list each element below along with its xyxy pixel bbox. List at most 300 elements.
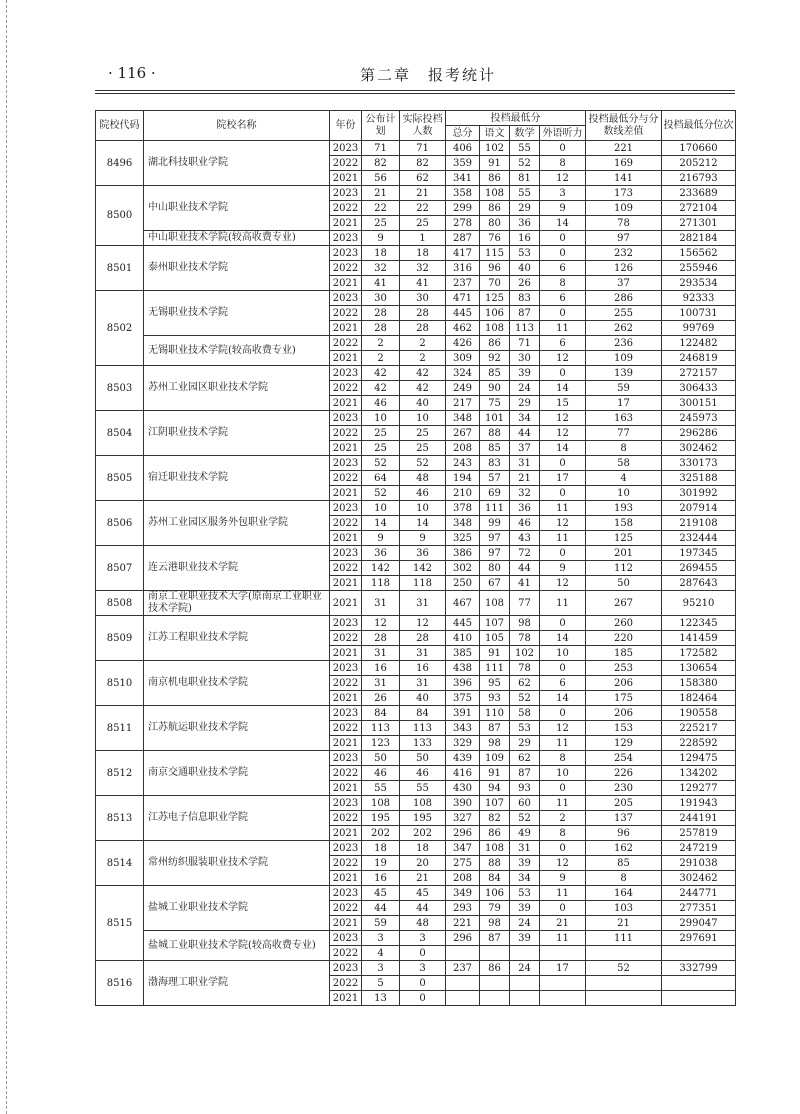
cell-rank [662, 976, 736, 991]
cell-math: 58 [510, 706, 540, 721]
cell-year: 2023 [330, 961, 362, 976]
cell-rank: 244191 [662, 811, 736, 826]
cell-rank: 207914 [662, 501, 736, 516]
cell-foreign: 8 [540, 276, 586, 291]
cell-year: 2023 [330, 751, 362, 766]
cell-plan: 36 [362, 546, 400, 561]
cell-foreign [540, 976, 586, 991]
cell-plan: 64 [362, 471, 400, 486]
cell-actual: 71 [400, 141, 446, 156]
cell-total: 341 [446, 171, 480, 186]
cell-total: 267 [446, 426, 480, 441]
cell-rank: 99769 [662, 321, 736, 336]
cell-actual: 9 [400, 531, 446, 546]
cell-total: 275 [446, 856, 480, 871]
cell-rank: 302462 [662, 441, 736, 456]
cell-total: 406 [446, 141, 480, 156]
cell-year: 2022 [330, 201, 362, 216]
cell-foreign: 21 [540, 916, 586, 931]
cell-foreign: 14 [540, 441, 586, 456]
table-row [96, 336, 736, 351]
cell-total: 278 [446, 216, 480, 231]
cell-chinese: 86 [480, 171, 510, 186]
cell-actual: 113 [400, 721, 446, 736]
cell-foreign: 9 [540, 201, 586, 216]
cell-diff: 260 [586, 616, 662, 631]
cell-diff: 220 [586, 631, 662, 646]
cell-chinese [480, 946, 510, 961]
cell-rank: 122345 [662, 616, 736, 631]
cell-chinese: 115 [480, 246, 510, 261]
cell-plan: 52 [362, 486, 400, 501]
school-name: 无锡职业技术学院(较高收费专业) [144, 336, 330, 366]
cell-total: 194 [446, 471, 480, 486]
cell-chinese: 91 [480, 766, 510, 781]
cell-year: 2021 [330, 441, 362, 456]
cell-chinese: 76 [480, 231, 510, 246]
cell-math: 62 [510, 676, 540, 691]
cell-chinese: 109 [480, 751, 510, 766]
cell-math [510, 976, 540, 991]
header-year: 年份 [330, 111, 362, 141]
cell-foreign: 11 [540, 886, 586, 901]
cell-diff: 153 [586, 721, 662, 736]
school-name: 渤海理工职业学院 [144, 961, 330, 1006]
cell-total: 327 [446, 811, 480, 826]
cell-total: 348 [446, 516, 480, 531]
cell-total: 296 [446, 931, 480, 946]
cell-diff [586, 946, 662, 961]
cell-rank: 247219 [662, 841, 736, 856]
cell-diff: 112 [586, 561, 662, 576]
cell-plan: 25 [362, 216, 400, 231]
cell-chinese: 107 [480, 616, 510, 631]
cell-foreign: 8 [540, 156, 586, 171]
cell-foreign: 12 [540, 171, 586, 186]
cell-total: 445 [446, 616, 480, 631]
cell-rank: 228592 [662, 736, 736, 751]
cell-diff: 253 [586, 661, 662, 676]
cell-math: 26 [510, 276, 540, 291]
cell-rank: 330173 [662, 456, 736, 471]
cell-chinese [480, 976, 510, 991]
cell-chinese: 99 [480, 516, 510, 531]
cell-diff: 236 [586, 336, 662, 351]
cell-diff: 221 [586, 141, 662, 156]
cell-total: 249 [446, 381, 480, 396]
cell-math: 72 [510, 546, 540, 561]
cell-foreign: 6 [540, 261, 586, 276]
cell-year: 2022 [330, 631, 362, 646]
school-name: 盐城工业职业技术学院 [144, 886, 330, 931]
cell-math: 32 [510, 486, 540, 501]
cell-plan: 18 [362, 246, 400, 261]
cell-chinese: 80 [480, 561, 510, 576]
cell-actual: 1 [400, 231, 446, 246]
table-row [96, 246, 736, 261]
cell-rank: 271301 [662, 216, 736, 231]
cell-plan: 10 [362, 501, 400, 516]
cell-total: 309 [446, 351, 480, 366]
school-code: 8516 [96, 961, 144, 1006]
cell-actual: 31 [400, 591, 446, 616]
cell-plan: 18 [362, 841, 400, 856]
cell-foreign: 6 [540, 676, 586, 691]
cell-rank: 197345 [662, 546, 736, 561]
cell-chinese: 95 [480, 676, 510, 691]
cell-actual: 32 [400, 261, 446, 276]
cell-year: 2022 [330, 261, 362, 276]
cell-rank: 141459 [662, 631, 736, 646]
cell-chinese [480, 991, 510, 1006]
cell-plan: 19 [362, 856, 400, 871]
cell-chinese: 86 [480, 961, 510, 976]
cell-diff: 255 [586, 306, 662, 321]
cell-math: 52 [510, 811, 540, 826]
cell-chinese: 94 [480, 781, 510, 796]
cell-actual: 22 [400, 201, 446, 216]
cell-year: 2023 [330, 231, 362, 246]
cell-year: 2022 [330, 426, 362, 441]
cell-total: 348 [446, 411, 480, 426]
cell-rank: 205212 [662, 156, 736, 171]
school-code: 8501 [96, 246, 144, 291]
cell-diff: 126 [586, 261, 662, 276]
cell-total: 467 [446, 591, 480, 616]
cell-chinese: 98 [480, 736, 510, 751]
cell-total: 438 [446, 661, 480, 676]
cell-year: 2023 [330, 886, 362, 901]
cell-actual: 42 [400, 381, 446, 396]
cell-chinese: 88 [480, 426, 510, 441]
cell-diff: 267 [586, 591, 662, 616]
cell-rank: 172582 [662, 646, 736, 661]
cell-rank: 287643 [662, 576, 736, 591]
cell-plan: 30 [362, 291, 400, 306]
cell-actual: 21 [400, 186, 446, 201]
school-name: 江阴职业技术学院 [144, 411, 330, 456]
cell-total: 430 [446, 781, 480, 796]
cell-rank: 269455 [662, 561, 736, 576]
cell-plan: 46 [362, 766, 400, 781]
cell-total: 243 [446, 456, 480, 471]
cell-math: 93 [510, 781, 540, 796]
cell-foreign: 0 [540, 706, 586, 721]
cell-math: 34 [510, 411, 540, 426]
cell-total: 417 [446, 246, 480, 261]
school-code: 8500 [96, 186, 144, 246]
school-code: 8509 [96, 616, 144, 661]
cell-foreign: 12 [540, 426, 586, 441]
table-row [96, 591, 736, 616]
cell-year: 2023 [330, 661, 362, 676]
cell-rank [662, 946, 736, 961]
cell-diff [586, 991, 662, 1006]
chapter-title: 第二章 报考统计 [360, 66, 497, 84]
cell-math: 31 [510, 841, 540, 856]
cell-chinese: 86 [480, 201, 510, 216]
cell-actual: 48 [400, 916, 446, 931]
header-actual: 实际投档人数 [400, 111, 446, 141]
cell-total: 359 [446, 156, 480, 171]
cell-math: 16 [510, 231, 540, 246]
cell-diff: 205 [586, 796, 662, 811]
cell-chinese: 108 [480, 841, 510, 856]
table-row [96, 141, 736, 156]
cell-actual: 202 [400, 826, 446, 841]
cell-rank: 299047 [662, 916, 736, 931]
cell-actual: 16 [400, 661, 446, 676]
cell-plan: 3 [362, 931, 400, 946]
cell-diff: 103 [586, 901, 662, 916]
cell-rank: 122482 [662, 336, 736, 351]
cell-year: 2022 [330, 561, 362, 576]
cell-diff: 141 [586, 171, 662, 186]
cell-year: 2021 [330, 171, 362, 186]
cell-diff: 286 [586, 291, 662, 306]
cell-plan: 55 [362, 781, 400, 796]
cell-total: 462 [446, 321, 480, 336]
cell-actual: 2 [400, 336, 446, 351]
cell-year: 2023 [330, 501, 362, 516]
cell-plan: 42 [362, 381, 400, 396]
cell-math: 78 [510, 631, 540, 646]
cell-math: 39 [510, 366, 540, 381]
cell-chinese: 75 [480, 396, 510, 411]
cell-foreign: 0 [540, 901, 586, 916]
school-name: 苏州工业园区服务外包职业学院 [144, 501, 330, 546]
header-total: 总分 [446, 126, 480, 141]
cell-year: 2022 [330, 381, 362, 396]
cell-total: 385 [446, 646, 480, 661]
cell-chinese: 111 [480, 661, 510, 676]
cell-total: 325 [446, 531, 480, 546]
cell-math: 87 [510, 306, 540, 321]
cell-chinese: 111 [480, 501, 510, 516]
cell-diff: 162 [586, 841, 662, 856]
cell-foreign: 10 [540, 646, 586, 661]
cell-diff: 85 [586, 856, 662, 871]
cell-diff: 129 [586, 736, 662, 751]
school-code: 8503 [96, 366, 144, 411]
cell-actual: 46 [400, 766, 446, 781]
cell-rank: 302462 [662, 871, 736, 886]
cell-year: 2021 [330, 916, 362, 931]
cell-rank: 291038 [662, 856, 736, 871]
header-min-score: 投档最低分 [446, 111, 586, 126]
school-name: 连云港职业技术学院 [144, 546, 330, 591]
admission-stats-table [95, 110, 736, 1006]
page-number: · 116 · [108, 64, 156, 82]
cell-rank: 232444 [662, 531, 736, 546]
cell-chinese: 125 [480, 291, 510, 306]
cell-year: 2022 [330, 306, 362, 321]
cell-chinese: 91 [480, 156, 510, 171]
cell-actual: 18 [400, 841, 446, 856]
cell-diff: 206 [586, 676, 662, 691]
cell-year: 2023 [330, 411, 362, 426]
cell-year: 2022 [330, 156, 362, 171]
cell-foreign: 15 [540, 396, 586, 411]
cell-total: 416 [446, 766, 480, 781]
cell-rank: 129277 [662, 781, 736, 796]
cell-plan: 202 [362, 826, 400, 841]
cell-year: 2021 [330, 396, 362, 411]
school-name: 江苏电子信息职业学院 [144, 796, 330, 841]
cell-chinese: 70 [480, 276, 510, 291]
cell-plan: 5 [362, 976, 400, 991]
school-name: 常州纺织服装职业技术学院 [144, 841, 330, 886]
cell-rank: 245973 [662, 411, 736, 426]
cell-total: 375 [446, 691, 480, 706]
cell-math: 39 [510, 931, 540, 946]
cell-rank: 296286 [662, 426, 736, 441]
cell-math: 52 [510, 156, 540, 171]
table-row [96, 706, 736, 721]
school-code: 8504 [96, 411, 144, 456]
table-row [96, 616, 736, 631]
header-diff: 投档最低分与分数线差值 [586, 111, 662, 141]
cell-diff: 21 [586, 916, 662, 931]
header-math: 数学 [510, 126, 540, 141]
cell-total [446, 946, 480, 961]
cell-math: 55 [510, 186, 540, 201]
cell-diff: 232 [586, 246, 662, 261]
cell-math: 29 [510, 736, 540, 751]
cell-chinese: 107 [480, 796, 510, 811]
cell-actual: 55 [400, 781, 446, 796]
cell-foreign: 6 [540, 336, 586, 351]
cell-chinese: 97 [480, 546, 510, 561]
school-code: 8508 [96, 591, 144, 616]
cell-actual: 10 [400, 411, 446, 426]
cell-foreign: 12 [540, 721, 586, 736]
cell-diff: 230 [586, 781, 662, 796]
cell-plan: 44 [362, 901, 400, 916]
table-row [96, 661, 736, 676]
cell-total: 221 [446, 916, 480, 931]
cell-plan: 123 [362, 736, 400, 751]
cell-actual: 10 [400, 501, 446, 516]
school-code: 8510 [96, 661, 144, 706]
cell-plan: 195 [362, 811, 400, 826]
cell-plan: 142 [362, 561, 400, 576]
cell-year: 2023 [330, 366, 362, 381]
cell-actual: 118 [400, 576, 446, 591]
cell-foreign: 0 [540, 616, 586, 631]
cell-rank: 182464 [662, 691, 736, 706]
cell-foreign: 8 [540, 826, 586, 841]
cell-foreign: 0 [540, 841, 586, 856]
table-row [96, 796, 736, 811]
school-name: 南京工业职业技术大学(原南京工业职业技术学院) [144, 591, 330, 616]
school-name: 泰州职业技术学院 [144, 246, 330, 291]
cell-foreign: 0 [540, 306, 586, 321]
cell-actual: 82 [400, 156, 446, 171]
table-row [96, 291, 736, 306]
cell-math: 102 [510, 646, 540, 661]
cell-math: 44 [510, 561, 540, 576]
cell-math: 30 [510, 351, 540, 366]
header-chinese: 语文 [480, 126, 510, 141]
school-code: 8511 [96, 706, 144, 751]
cell-total: 287 [446, 231, 480, 246]
cell-diff: 185 [586, 646, 662, 661]
cell-diff: 17 [586, 396, 662, 411]
cell-rank: 272157 [662, 366, 736, 381]
cell-foreign: 8 [540, 751, 586, 766]
cell-actual: 31 [400, 646, 446, 661]
cell-rank: 130654 [662, 661, 736, 676]
cell-actual: 2 [400, 351, 446, 366]
cell-rank: 190558 [662, 706, 736, 721]
table-row [96, 886, 736, 901]
cell-diff: 206 [586, 706, 662, 721]
cell-chinese: 98 [480, 916, 510, 931]
cell-foreign: 11 [540, 531, 586, 546]
cell-plan: 31 [362, 676, 400, 691]
cell-total: 299 [446, 201, 480, 216]
cell-chinese: 93 [480, 691, 510, 706]
cell-foreign: 11 [540, 931, 586, 946]
school-name: 苏州工业园区职业技术学院 [144, 366, 330, 411]
cell-math: 53 [510, 246, 540, 261]
cell-plan: 31 [362, 646, 400, 661]
school-code: 8502 [96, 291, 144, 366]
cell-foreign: 0 [540, 546, 586, 561]
cell-plan: 2 [362, 351, 400, 366]
cell-chinese: 86 [480, 336, 510, 351]
cell-plan: 25 [362, 426, 400, 441]
cell-chinese: 105 [480, 631, 510, 646]
cell-total: 396 [446, 676, 480, 691]
cell-foreign: 17 [540, 961, 586, 976]
cell-math: 31 [510, 456, 540, 471]
cell-chinese: 85 [480, 441, 510, 456]
cell-plan: 16 [362, 661, 400, 676]
cell-total: 250 [446, 576, 480, 591]
cell-rank: 297691 [662, 931, 736, 946]
cell-foreign: 12 [540, 856, 586, 871]
cell-math: 29 [510, 201, 540, 216]
cell-actual: 50 [400, 751, 446, 766]
cell-year: 2021 [330, 486, 362, 501]
cell-foreign: 11 [540, 501, 586, 516]
cell-plan: 28 [362, 321, 400, 336]
cell-math: 83 [510, 291, 540, 306]
cell-diff: 97 [586, 231, 662, 246]
cell-year: 2023 [330, 706, 362, 721]
cell-foreign: 9 [540, 561, 586, 576]
cell-actual: 28 [400, 321, 446, 336]
cell-total: 349 [446, 886, 480, 901]
school-name: 江苏工程职业技术学院 [144, 616, 330, 661]
cell-actual: 25 [400, 426, 446, 441]
cell-math: 77 [510, 591, 540, 616]
cell-chinese: 101 [480, 411, 510, 426]
cell-year: 2023 [330, 841, 362, 856]
cell-math: 24 [510, 381, 540, 396]
cell-math: 36 [510, 501, 540, 516]
cell-plan: 46 [362, 396, 400, 411]
cell-math: 98 [510, 616, 540, 631]
cell-plan: 10 [362, 411, 400, 426]
table-row [96, 186, 736, 201]
cell-year: 2022 [330, 471, 362, 486]
cell-year: 2022 [330, 516, 362, 531]
school-name: 湖北科技职业学院 [144, 141, 330, 186]
cell-rank: 92333 [662, 291, 736, 306]
